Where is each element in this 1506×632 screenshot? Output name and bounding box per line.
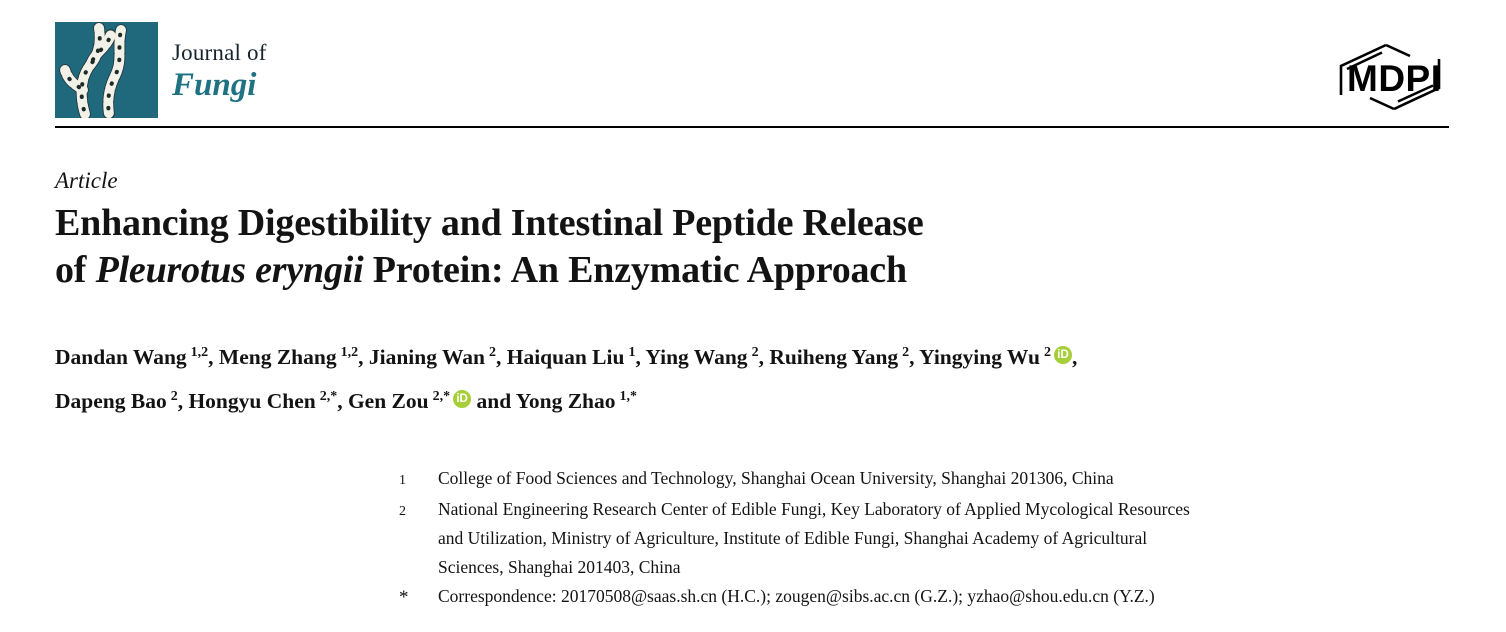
author-line (55, 381, 1077, 425)
journal-name-bottom: Fungi (172, 67, 257, 104)
affiliation-marker: 2 (399, 504, 406, 519)
affiliation-text (438, 495, 1190, 582)
author-affiliation-superscript: 2 (751, 345, 759, 360)
author-separator: , (177, 389, 189, 413)
author-affiliation-superscript: 1,2 (190, 345, 209, 360)
affiliation-line: Correspondence: 20170508@saas.sh.cn (H.C.); zougen@sibs.ac.cn (G.Z.); yzhao@shou.edu.cn (Y.Z.) (438, 586, 1155, 606)
affiliation-marker: 1 (399, 473, 406, 488)
author-separator: , (635, 345, 646, 369)
author-name: Ying Wang (645, 345, 748, 369)
author-affiliation-superscript: 2,* (319, 389, 338, 404)
author-affiliation-superscript: 2 (902, 345, 910, 360)
author-separator: , (208, 345, 219, 369)
author-name: Hongyu Chen (188, 389, 316, 413)
author-affiliation-superscript: 1,2 (340, 345, 359, 360)
affiliation-text (438, 582, 1155, 611)
title-text-segment: Pleurotus eryngii (95, 249, 364, 291)
author-name: Yong Zhao (515, 389, 616, 413)
author-name: Gen Zou (347, 389, 429, 413)
author-affiliation-superscript: 1,* (619, 389, 638, 404)
affiliation-text (438, 464, 1114, 493)
journal-name-top: Journal of (172, 40, 267, 65)
affiliation-line: College of Food Sciences and Technology, Shanghai Ocean University, Shanghai 201306, China (438, 468, 1114, 488)
title-line (55, 200, 924, 247)
affiliation-list (399, 464, 1190, 611)
author-separator: , (337, 389, 348, 413)
affiliation-row (399, 495, 1190, 582)
paper-title (55, 200, 924, 294)
author-name: Jianing Wan (368, 345, 485, 369)
author-affiliation-superscript: 2,* (432, 389, 451, 404)
author-separator: , (358, 345, 369, 369)
author-line (55, 337, 1077, 381)
title-text-segment: of (55, 249, 96, 291)
author-separator: , (1072, 345, 1078, 369)
orcid-icon[interactable]: iD (453, 390, 471, 408)
title-text-segment: Enhancing Digestibility and Intestinal Peptide Release (55, 202, 924, 244)
author-name: Dandan Wang (55, 345, 187, 369)
mdpi-logo-icon (1331, 40, 1449, 114)
journal-name (172, 41, 267, 103)
journal-fungi-logo-icon (55, 22, 158, 118)
affiliation-row (399, 582, 1190, 611)
affiliation-line: Sciences, Shanghai 201403, China (438, 557, 681, 577)
author-name: Meng Zhang (218, 345, 337, 369)
author-separator: , (495, 345, 507, 369)
affiliation-row (399, 464, 1190, 495)
orcid-icon[interactable]: iD (1054, 346, 1072, 364)
title-line (55, 247, 924, 294)
article-type-label: Article (55, 168, 118, 193)
affiliation-marker: * (399, 587, 409, 608)
author-separator: and (471, 389, 516, 413)
author-affiliation-superscript: 2 (170, 389, 178, 404)
author-name: Dapeng Bao (55, 389, 167, 413)
author-affiliation-superscript: 1 (628, 345, 636, 360)
author-affiliation-superscript: 2 (488, 345, 496, 360)
author-separator: , (909, 345, 920, 369)
affiliation-line: and Utilization, Ministry of Agriculture, Institute of Edible Fungi, Shanghai Academy of Agricultural (438, 528, 1148, 548)
author-name: Haiquan Liu (506, 345, 625, 369)
author-affiliation-superscript: 2 (1044, 345, 1052, 360)
affiliation-line: National Engineering Research Center of Edible Fungi, Key Laboratory of Applied Mycological Resources (438, 499, 1190, 519)
author-name: Yingying Wu (919, 345, 1041, 369)
title-text-segment: Protein: An Enzymatic Approach (363, 249, 907, 291)
mdpi-wordmark: MDPI (1347, 58, 1442, 99)
header-divider (55, 126, 1449, 128)
author-list (55, 337, 1077, 425)
author-name: Ruiheng Yang (769, 345, 899, 369)
author-separator: , (758, 345, 770, 369)
